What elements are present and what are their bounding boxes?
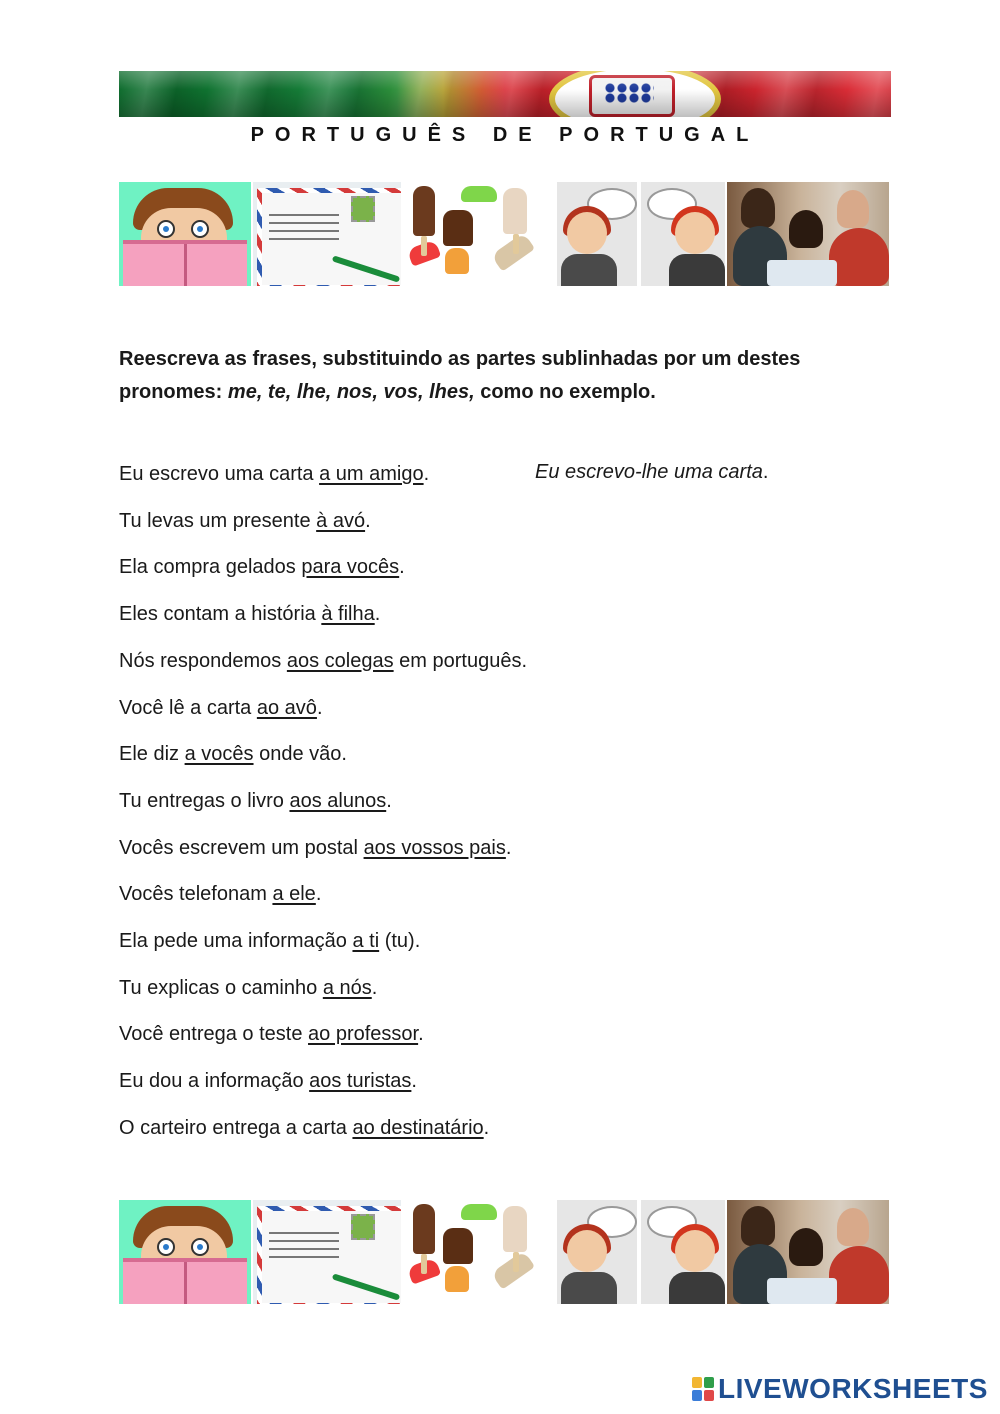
- sentence-ending: .: [505, 836, 512, 859]
- man-on-phone-icon: [557, 1200, 637, 1304]
- exercise-sentence: [119, 1115, 899, 1141]
- ice-creams-icon: [403, 1200, 555, 1304]
- example-answer: Eu escrevo-lhe uma carta.: [535, 461, 769, 483]
- sentence-text: Vocês telefonam: [119, 883, 273, 906]
- exercise-sentence: [119, 835, 899, 861]
- envelope-letter-icon: [253, 182, 401, 286]
- sentence-text: Ela pede uma informação: [119, 930, 353, 952]
- sentence-text: Eles contam a história: [119, 603, 322, 626]
- woman-on-phone-icon: [641, 182, 725, 286]
- underlined-phrase: à avó: [316, 509, 366, 532]
- illustration-strip-bottom: [119, 1200, 889, 1304]
- sentence-text: Ele diz: [119, 743, 185, 766]
- sentence-ending: (tu).: [379, 930, 421, 952]
- sentence-ending: .: [399, 556, 405, 579]
- sentence-text: Tu explicas o caminho: [119, 976, 323, 999]
- sentence-ending: .: [483, 1116, 490, 1139]
- page-title: PORTUGUÊS DE PORTUGAL: [250, 124, 760, 146]
- sentence-ending: .: [371, 976, 378, 999]
- underlined-phrase: ao destinatário: [352, 1116, 484, 1139]
- sentence-text: Tu levas um presente: [119, 509, 317, 532]
- logo-square: [704, 1390, 714, 1401]
- underlined-phrase: aos alunos: [289, 789, 387, 812]
- sentence-ending: .: [316, 696, 323, 719]
- underlined-phrase: ao avô: [256, 696, 317, 719]
- exercise-sentence: [119, 788, 899, 814]
- sentence-ending: .: [423, 463, 430, 485]
- underlined-phrase: à filha: [321, 603, 375, 626]
- sentence-text: Nós respondemos: [119, 649, 287, 672]
- liveworksheets-logo-icon: [692, 1377, 714, 1401]
- people-looking-at-map-photo: [727, 182, 889, 286]
- exercise-sentence: [119, 1068, 899, 1094]
- underlined-phrase: aos vossos pais: [363, 836, 506, 859]
- exercise-sentence: [119, 1021, 899, 1047]
- liveworksheets-brand[interactable]: [692, 1374, 988, 1404]
- sentence-ending: .: [365, 509, 371, 532]
- sentence-text: Eu escrevo uma carta: [119, 463, 320, 485]
- exercise-sentence: [119, 554, 899, 580]
- underlined-phrase: a vocês: [184, 743, 254, 766]
- sentence-ending: .: [411, 1070, 417, 1093]
- sentence-ending: .: [418, 1023, 424, 1046]
- underlined-phrase: a um amigo: [319, 463, 424, 485]
- sentence-text: Vocês escrevem um postal: [119, 836, 364, 859]
- underlined-phrase: a ti: [352, 930, 380, 952]
- sentence-ending: .: [386, 789, 392, 812]
- man-on-phone-icon: [557, 182, 637, 286]
- exercise-sentence: [119, 508, 899, 534]
- ice-creams-icon: [403, 182, 555, 286]
- logo-square: [692, 1390, 702, 1401]
- sentence-text: Você entrega o teste: [119, 1023, 309, 1046]
- instructions: Reescreva as frases, substituindo as partes sublinhadas por um destes pronomes: me, te, lhe, nos, vos, lhes, como no exemplo.: [119, 348, 801, 403]
- sentence-text: Tu entregas o livro: [119, 789, 290, 812]
- sentence-text: O carteiro entrega a carta: [119, 1116, 353, 1139]
- sentence-text: Eu dou a informação: [119, 1070, 310, 1093]
- underlined-phrase: ao professor: [308, 1023, 419, 1046]
- people-looking-at-map-photo: [727, 1200, 889, 1304]
- underlined-phrase: aos colegas: [286, 649, 394, 672]
- exercise-sentence: [119, 648, 899, 674]
- exercise-sentence: [119, 975, 899, 1001]
- exercise-sentence: [119, 741, 899, 767]
- underlined-phrase: para vocês: [301, 556, 400, 579]
- underlined-phrase: a nós: [322, 976, 372, 999]
- sentence-ending: .: [315, 883, 322, 906]
- exercise-sentence: [119, 601, 899, 627]
- boy-reading-book-icon: [119, 182, 251, 286]
- sentence-text: Você lê a carta: [119, 696, 257, 719]
- logo-square: [704, 1377, 714, 1388]
- exercise-sentence: [119, 695, 899, 721]
- underlined-phrase: aos turistas: [309, 1070, 412, 1093]
- sentence-ending: em português.: [393, 649, 528, 672]
- exercise-sentence: [119, 461, 899, 487]
- exercise-sentence: [119, 928, 899, 954]
- brand-name: LIVEWORKSHEETS: [718, 1373, 988, 1404]
- exercise-sentence: [119, 881, 899, 907]
- woman-on-phone-icon: [641, 1200, 725, 1304]
- logo-square: [692, 1377, 702, 1388]
- envelope-letter-icon: [253, 1200, 401, 1304]
- sentence-text: Ela compra gelados: [119, 556, 302, 579]
- sentence-ending: onde vão.: [253, 743, 347, 766]
- sentence-ending: .: [374, 603, 381, 626]
- underlined-phrase: a ele: [272, 883, 316, 906]
- portugal-flag-banner: [119, 71, 891, 117]
- illustration-strip-top: [119, 182, 889, 286]
- boy-reading-book-icon: [119, 1200, 251, 1304]
